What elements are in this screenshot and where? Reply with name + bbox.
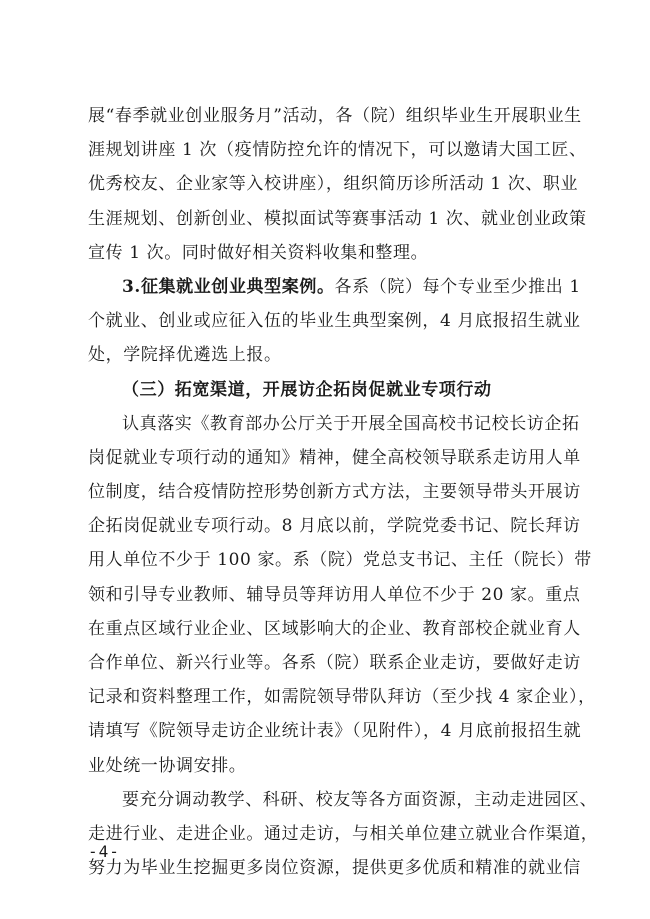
- text-line: 记录和资料整理工作，如需院领导带队拜访（至少找 4 家企业），: [88, 687, 596, 708]
- text-line: 合作单位、新兴行业等。各系（院）联系企业走访，要做好走访: [88, 653, 581, 673]
- text-line: 岗促就业专项行动的通知》精神，健全高校领导联系走访用人单: [88, 447, 581, 468]
- text-line: 在重点区域行业企业、区域影响大的企业、教育部校企就业育人: [88, 618, 581, 639]
- text-line: 用人单位不少于 100 家。系（院）党总支书记、主任（院长）带: [88, 550, 592, 571]
- text-line: 处，学院择优遴选上报。: [88, 345, 282, 366]
- text-line: 要充分调动教学、科研、校友等各方面资源，主动走进园区、: [122, 789, 598, 810]
- text-line: 领和引导专业教师、辅导员等拜访用人单位不少于 20 家。重点: [88, 584, 581, 605]
- item3-lead: 3.征集就业创业典型案例。: [122, 276, 335, 297]
- text-line: 位制度，结合疫情防控形势创新方式方法，主要领导带头开展访: [88, 482, 581, 503]
- text-line: 努力为毕业生挖掘更多岗位资源，提供更多优质和精准的就业信: [88, 858, 581, 879]
- text-line: 生涯规划、创新创业、模拟面试等赛事活动 1 次、就业创业政策: [88, 208, 587, 229]
- page-number: -4-: [88, 842, 120, 861]
- item3-first-line: [88, 270, 581, 304]
- document-body: [88, 99, 599, 885]
- text-line: 展“春季就业创业服务月”活动，各（院）组织毕业生开展职业生: [88, 106, 582, 126]
- text-line: 走进行业、走进企业。通过走访，与相关单位建立就业合作渠道，: [88, 823, 599, 844]
- text-line: 认真落实《教育部办公厅关于开展全国高校书记校长访企拓: [122, 413, 580, 434]
- text-line: 优秀校友、企业家等入校讲座），组织简历诊所活动 1 次、职业: [88, 174, 579, 195]
- text-line: 业处统一协调安排。: [88, 755, 247, 776]
- text-line: 涯规划讲座 1 次（疫情防控允许的情况下，可以邀请大国工匠、: [88, 140, 587, 161]
- text-line: 个就业、创业或应征入伍的毕业生典型案例，4 月底报招生就业: [88, 311, 581, 332]
- text-line: 宣传 1 次。同时做好相关资料收集和整理。: [88, 242, 429, 263]
- text-line: 企拓岗促就业专项行动。8 月底以前，学院党委书记、院长拜访: [88, 516, 581, 537]
- section-heading: （三）拓宽渠道，开展访企拓岗促就业专项行动: [122, 379, 492, 400]
- text-line: 请填写《院领导走访企业统计表》（见附件），4 月底前报招生就: [88, 721, 582, 742]
- item3-text: 各系（院）每个专业至少推出 1: [334, 276, 581, 297]
